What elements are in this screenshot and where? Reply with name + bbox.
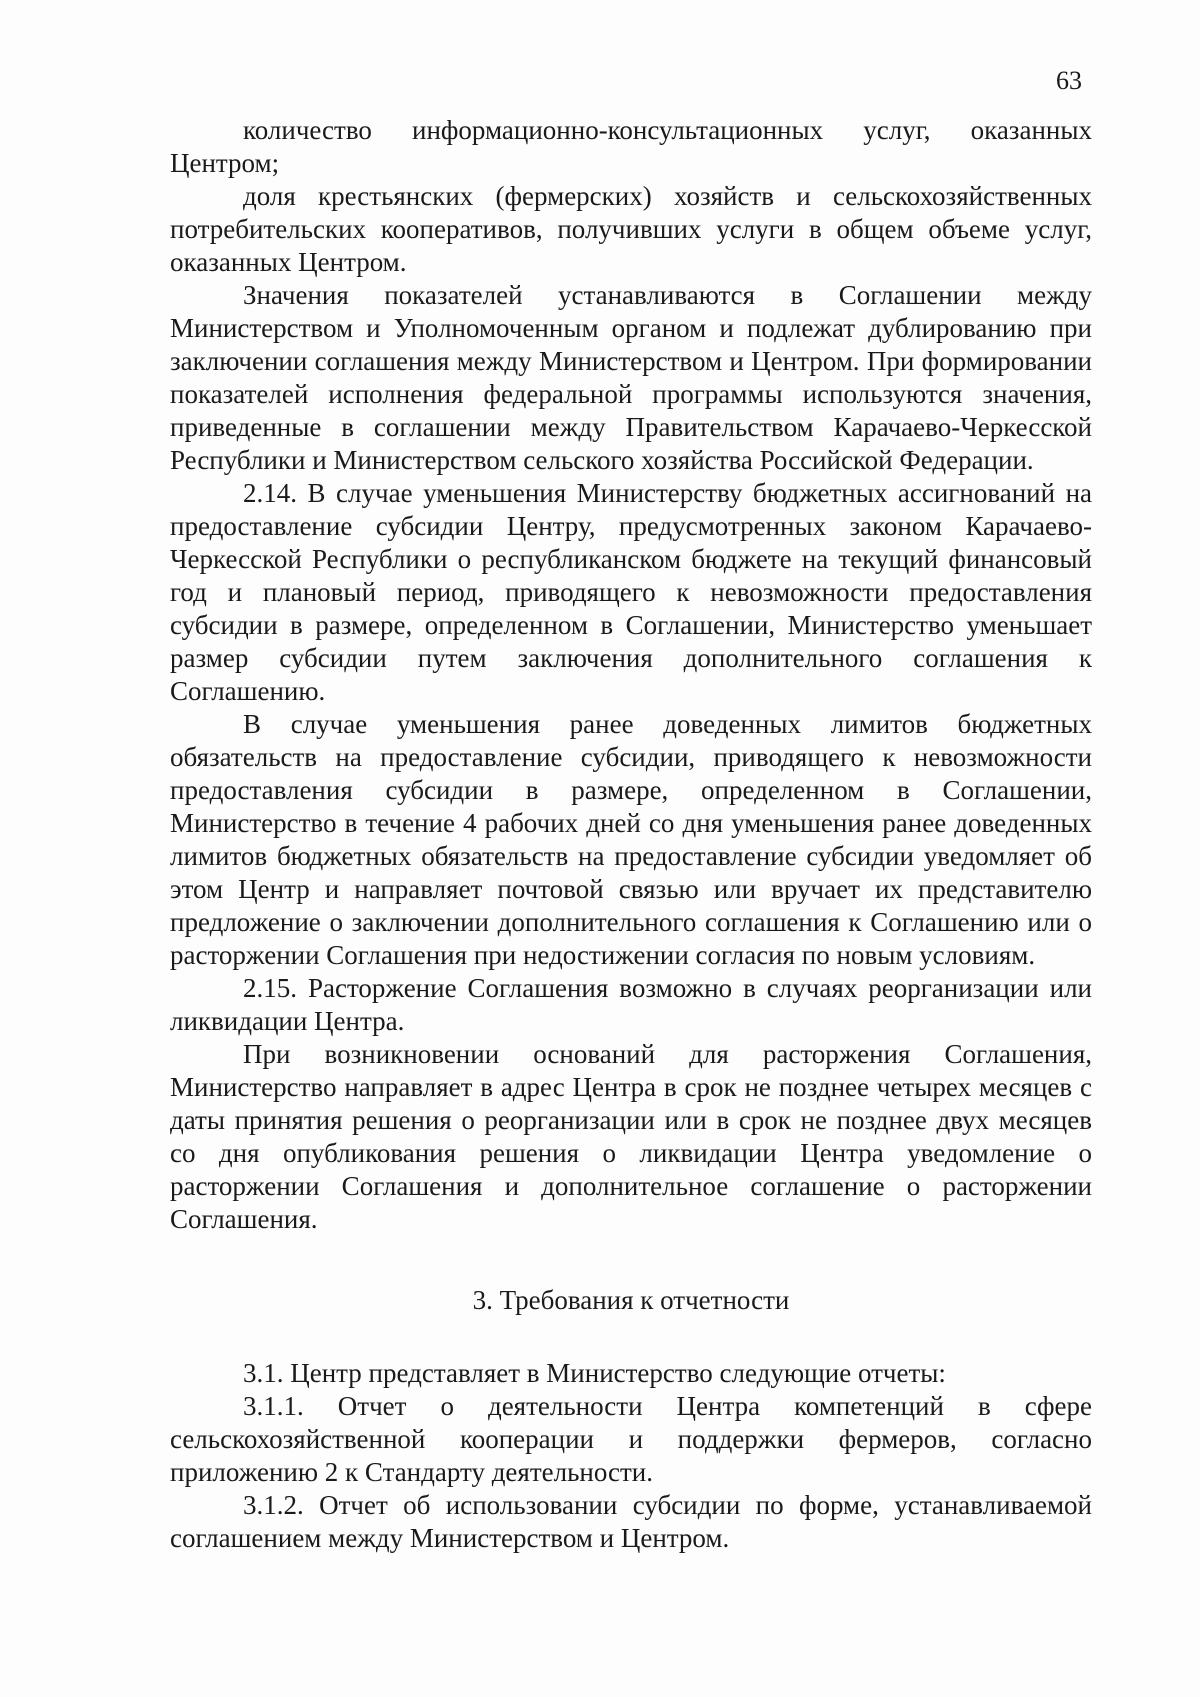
paragraph-clause-3-1: 3.1. Центр представляет в Министерство следующие отчеты:: [243, 1358, 946, 1388]
paragraph-clause-2-14: 2.14. В случае уменьшения Министерству бюджетных ассигнований на предоставление субсидии Центру, предусмотренных законом Карачаево-Черкесской Республики о республиканском бюджете на текущий финансовый год и плановый период, приводящего к невозможности предоставления субсидии в размере, определенном в Соглашении, Министерство уменьшает размер субсидии путем заключения дополнительного соглашения к Соглашению.: [170, 478, 1092, 706]
paragraph-clause-3-1-1: 3.1.1. Отчет о деятельности Центра компетенций в сфере сельскохозяйственной кооперации и поддержки фермеров, согласно приложению 2 к Стандарту деятельности.: [170, 1391, 1092, 1487]
document-body: [170, 114, 1092, 1555]
section-heading: 3. Требования к отчетности: [472, 1285, 790, 1315]
paragraph-limits-reduction: В случае уменьшения ранее доведенных лимитов бюджетных обязательств на предоставление субсидии, приводящего к невозможности предоставления субсидии в размере, определенном в Соглашении, Министерство в течение 4 рабочих дней со дня уменьшения ранее доведенных лимитов бюджетных обязательств на предоставление субсидии уведомляет об этом Центр и направляет почтовой связью или вручает их представителю предложение о заключении дополнительного соглашения к Соглашению или о расторжении Соглашения при недостижении согласия по новым условиям.: [170, 709, 1092, 970]
page-number: 63: [1056, 66, 1082, 95]
paragraph-indicator-values: Значения показателей устанавливаются в Соглашении между Министерством и Уполномоченным органом и подлежат дублированию при заключении соглашения между Министерством и Центром. При формировании показателей исполнения федеральной программы используются значения, приведенные в соглашении между Правительством Карачаево-Черкесской Республики и Министерством сельского хозяйства Российской Федерации.: [170, 280, 1092, 475]
paragraph-indicator-farm-share: доля крестьянских (фермерских) хозяйств и сельскохозяйственных потребительских кооперативов, получивших услуги в общем объеме услуг, оказанных Центром.: [170, 181, 1092, 277]
paragraph-indicator-services-count: количество информационно-консультационных услуг, оказанных Центром;: [170, 115, 1092, 178]
paragraph-termination-grounds: При возникновении оснований для расторжения Соглашения, Министерство направляет в адрес Центра в срок не позднее четырех месяцев с даты принятия решения о реорганизации или в срок не позднее двух месяцев со дня опубликования решения о ликвидации Центра уведомление о расторжении Соглашения и дополнительное соглашение о расторжении Соглашения.: [170, 1039, 1092, 1234]
paragraph-clause-3-1-2: 3.1.2. Отчет об использовании субсидии по форме, устанавливаемой соглашением между Министерством и Центром.: [170, 1490, 1092, 1553]
paragraph-clause-2-15: 2.15. Расторжение Соглашения возможно в случаях реорганизации или ликвидации Центра.: [170, 973, 1092, 1036]
